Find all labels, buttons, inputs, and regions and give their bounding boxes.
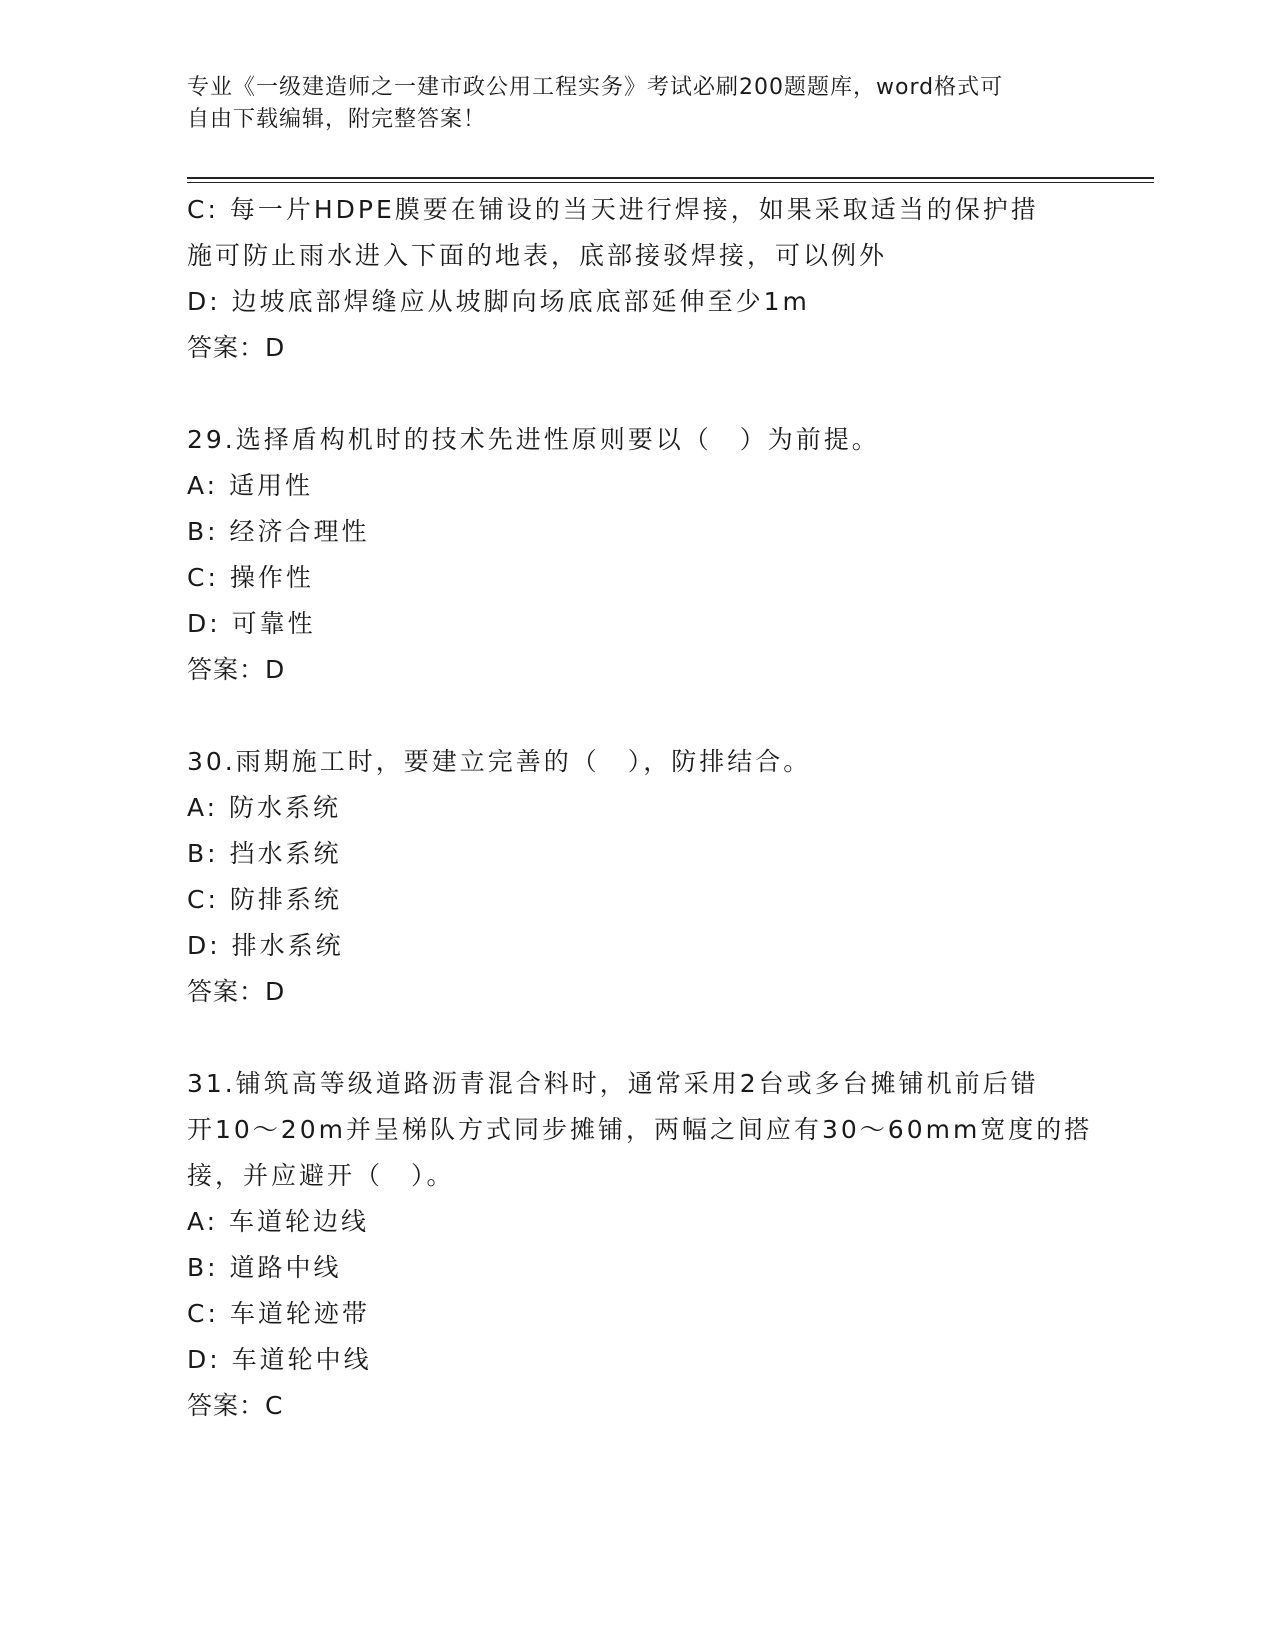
option-c: C: 防排系统: [187, 885, 342, 914]
option-d: D: 车道轮中线: [187, 1345, 372, 1374]
option-c: C: 操作性: [187, 563, 314, 592]
option-a: A: 车道轮边线: [187, 1207, 370, 1236]
question-stem: 31.铺筑高等级道路沥青混合料时，通常采用2台或多台摊铺机前后错: [187, 1069, 1039, 1098]
option-b: B: 道路中线: [187, 1253, 342, 1282]
question-stem-continued: 开10～20m并呈梯队方式同步摊铺，两幅之间应有30～60mm宽度的搭: [187, 1115, 1093, 1144]
answer: 答案：C: [187, 1391, 284, 1420]
option-c: C: 每一片HDPE膜要在铺设的当天进行焊接，如果采取适当的保护措: [187, 195, 1039, 224]
option-b: B: 挡水系统: [187, 839, 342, 868]
page-header: [187, 72, 1067, 136]
option-a: A: 防水系统: [187, 793, 342, 822]
header-rule-thick: [187, 177, 1154, 179]
answer: 答案：D: [187, 333, 286, 362]
header-line-1: 专业《一级建造师之一建市政公用工程实务》考试必刷200题题库，word格式可: [187, 75, 1004, 100]
option-c: C: 车道轮迹带: [187, 1299, 370, 1328]
option-d: D: 排水系统: [187, 931, 344, 960]
answer: 答案：D: [187, 977, 286, 1006]
question-30: [187, 739, 1087, 1015]
option-a: A: 适用性: [187, 471, 314, 500]
option-d: D: 边坡底部焊缝应从坡脚向场底底部延伸至少1m: [187, 287, 810, 316]
question-stem-continued-2: 接，并应避开（ ）。: [187, 1161, 455, 1190]
option-d: D: 可靠性: [187, 609, 316, 638]
header-line-2: 自由下载编辑，附完整答案！: [187, 107, 487, 132]
answer: 答案：D: [187, 655, 286, 684]
question-29: [187, 417, 1087, 693]
question-stem: 29.选择盾构机时的技术先进性原则要以（ ）为前提。: [187, 425, 880, 454]
question-list: [187, 187, 1093, 1429]
option-c-continued: 施可防止雨水进入下面的地表，底部接驳焊接，可以例外: [187, 241, 888, 270]
question-28: [187, 187, 1087, 371]
question-31: [187, 1061, 1093, 1429]
option-b: B: 经济合理性: [187, 517, 370, 546]
header-rule-thin: [187, 182, 1154, 183]
question-stem: 30.雨期施工时，要建立完善的（ ），防排结合。: [187, 747, 812, 776]
